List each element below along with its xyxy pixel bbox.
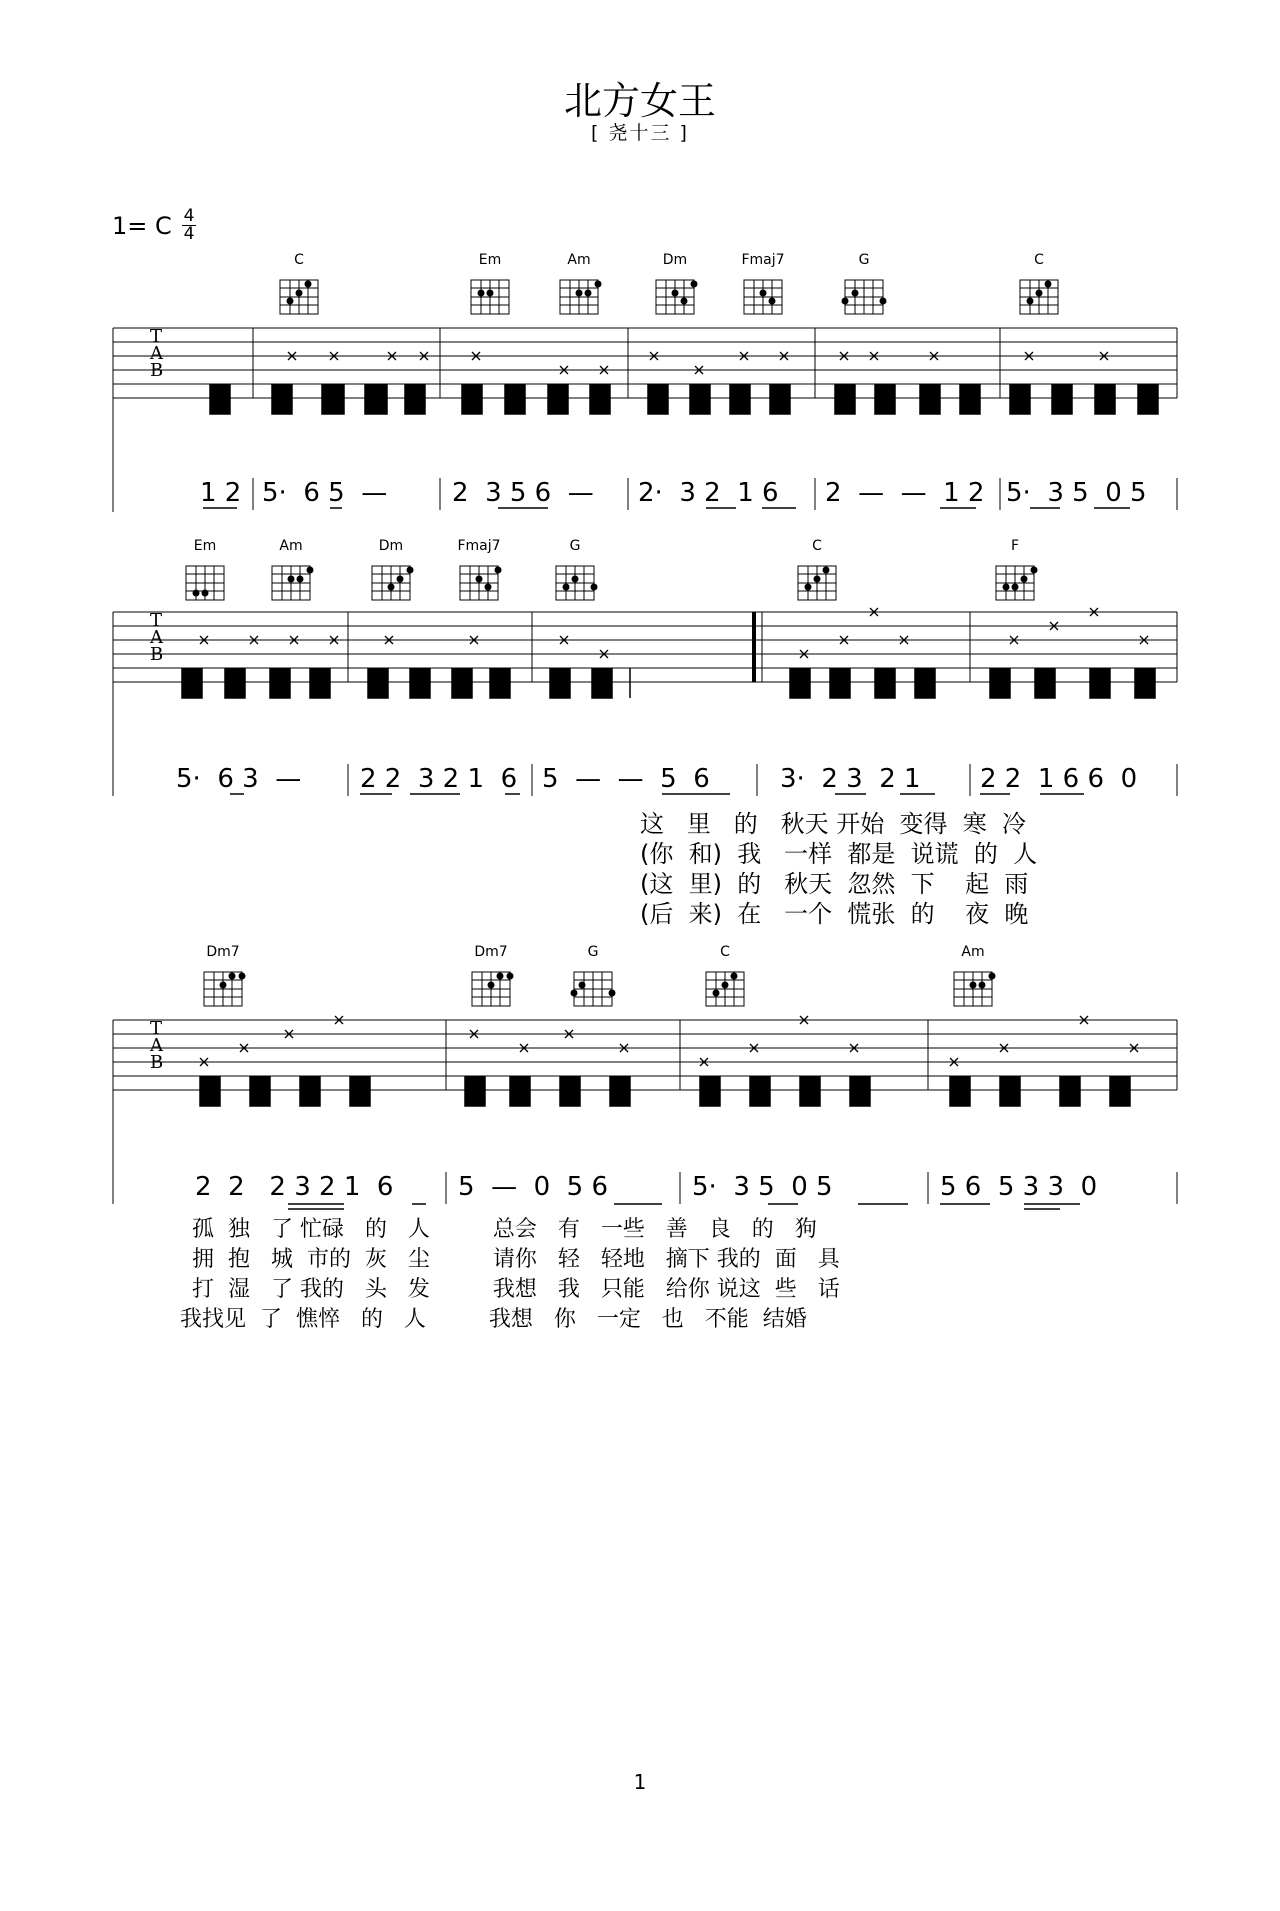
chord-name: G (569, 538, 581, 554)
chord-name: F (1010, 538, 1020, 554)
chord-name: Am (567, 252, 591, 268)
notation-measure: 5· 3 5 0 5 (1006, 478, 1147, 508)
chord-name: Dm7 (474, 944, 508, 960)
chord-name: Fmaj7 (457, 538, 501, 554)
notation-measure: 2 2 1 6 6 0 (980, 764, 1138, 794)
notation-measure: 2 3 5 6 — (452, 478, 594, 508)
notation-measure: 2 — — 1 2 (825, 478, 985, 508)
key-signature: 1= C (112, 212, 172, 240)
notation-measure: 3· 2 3 2 1 (780, 764, 921, 794)
chord-name: Em (193, 538, 217, 554)
notation-measure: 5 — 0 5 6 (458, 1172, 609, 1202)
notation-measure: 2 2 3 2 1 6 (360, 764, 518, 794)
notation-measure: 2 2 2 3 2 1 6 (195, 1172, 394, 1202)
tab-x-marks (200, 352, 1148, 1066)
song-title: 北方女王 (563, 79, 716, 123)
lyric-line: (这 里) 的 秋天 忽然 下 起 雨 (640, 870, 1029, 898)
tab-label-2: T A B (150, 610, 164, 665)
page-number: 1 (633, 1770, 647, 1794)
chord-name: Dm7 (206, 944, 240, 960)
lyric-line: 孤 独 了 忙碌 的 人 总会 有 一些 善 良 的 狗 (192, 1217, 817, 1242)
chord-name: Dm (662, 252, 688, 268)
notation-measure: 5· 3 5 0 5 (692, 1172, 833, 1202)
chord-name: Am (279, 538, 303, 554)
time-signature-bottom: 4 (183, 224, 195, 244)
notation-measure: 5· 6 5 — (262, 478, 388, 508)
lyric-line: (后 来) 在 一个 慌张 的 夜 晚 (640, 900, 1029, 928)
song-artist: [ 尧十三 ] (591, 122, 689, 144)
chord-name: G (587, 944, 599, 960)
chord-name: Dm (378, 538, 404, 554)
chord-name: C (720, 944, 730, 960)
notation-measure: 5 6 5 3 3 0 (940, 1172, 1098, 1202)
notation-measure: 2· 3 2 1 6 (638, 478, 779, 508)
notation-measure: 5· 6 3 — (176, 764, 302, 794)
lyric-line: 这 里 的 秋天 开始 变得 寒 冷 (640, 810, 1027, 838)
lyric-line: 拥 抱 城 市的 灰 尘 请你 轻 轻地 摘下 我的 面 具 (192, 1247, 840, 1272)
tab-label-3: T A B (150, 1018, 164, 1073)
chord-name: Am (961, 944, 985, 960)
chord-name: Em (478, 252, 502, 268)
lyric-line: 打 湿 了 我的 头 发 我想 我 只能 给你 说这 些 话 (192, 1277, 840, 1302)
chord-name: G (858, 252, 870, 268)
chord-name: C (1034, 252, 1044, 268)
lyric-line: 我找见 了 憔悴 的 人 我想 你 一定 也 不能 结婚 (180, 1307, 807, 1332)
notation-measure: 1 2 (200, 478, 242, 508)
time-signature-top: 4 (183, 206, 195, 226)
tab-label-1: T A B (150, 326, 164, 381)
notation-measure: 5 — — 5 6 (542, 764, 710, 794)
lyric-line: (你 和) 我 一样 都是 说谎 的 人 (640, 840, 1038, 868)
chord-name: C (294, 252, 304, 268)
chord-name: C (812, 538, 822, 554)
chord-name: Fmaj7 (741, 252, 785, 268)
